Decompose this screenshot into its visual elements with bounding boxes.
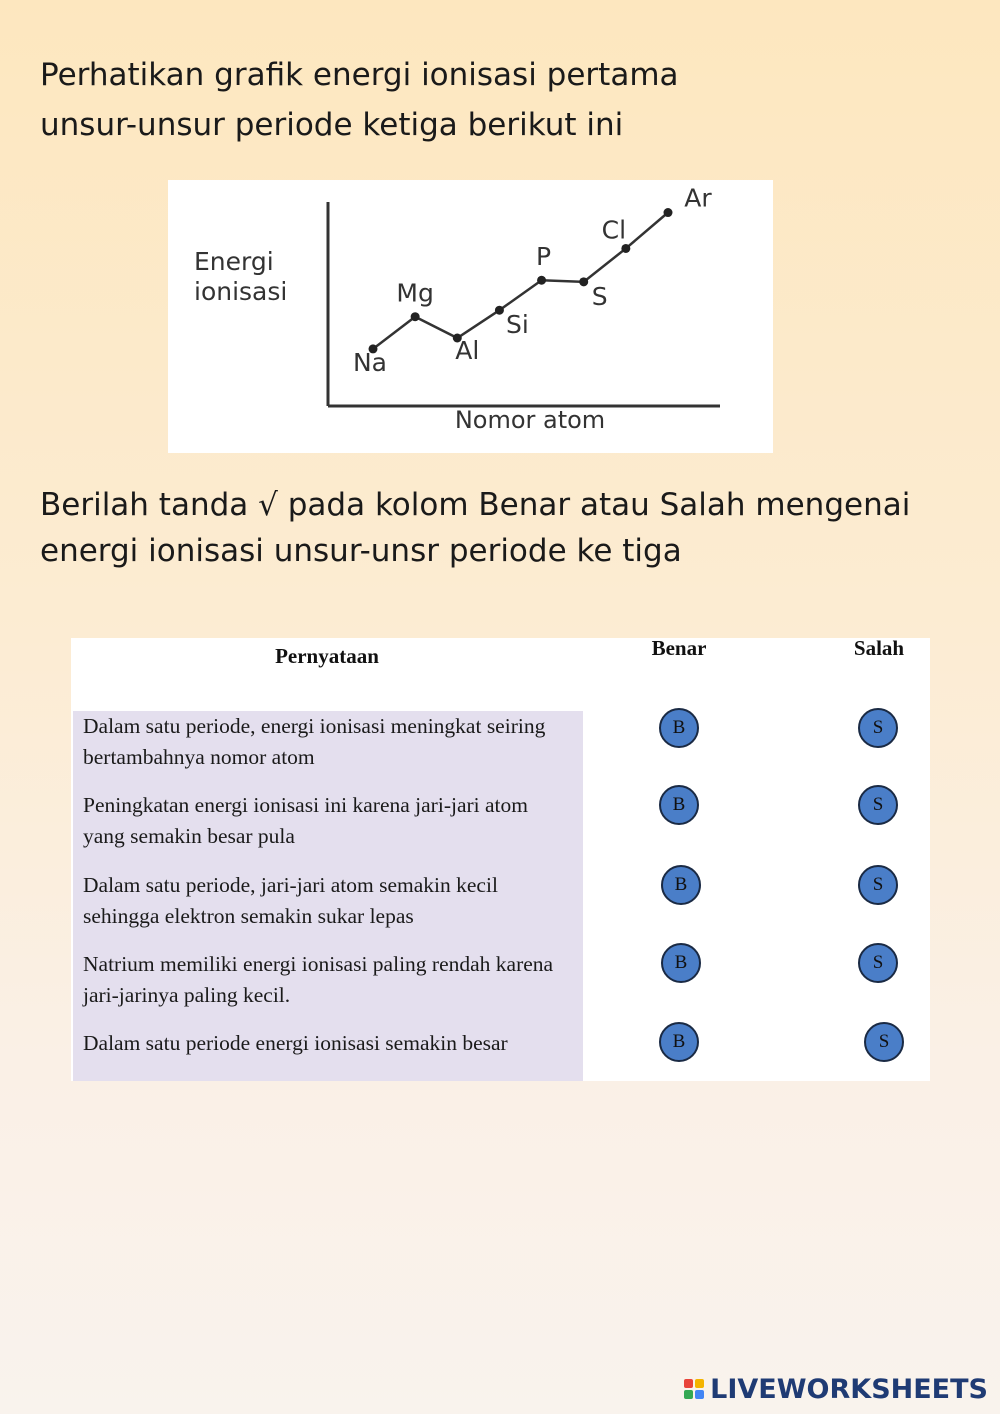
x-axis-label: Nomor atom	[454, 406, 606, 434]
option-true-5[interactable]: B	[659, 1022, 699, 1062]
data-point-ar	[664, 208, 673, 217]
statement-5: Dalam satu periode energi ionisasi semakin besar	[83, 1031, 508, 1055]
option-false-5[interactable]: S	[864, 1022, 904, 1062]
header-statement: Pernyataan	[275, 644, 379, 668]
task-instruction: Berilah tanda √ pada kolom Benar atau Salah mengenai energi ionisasi unsur-unsr periode ke tiga	[40, 487, 911, 569]
true-false-table	[71, 638, 930, 1081]
ionization-energy-chart	[168, 180, 773, 453]
option-true-4[interactable]: B	[661, 943, 701, 983]
y-axis-label: ionisasi	[194, 277, 288, 306]
data-point-si	[495, 306, 504, 315]
data-label-p: P	[536, 242, 552, 272]
data-label-cl: Cl	[601, 215, 627, 245]
logo-square-1	[684, 1379, 693, 1388]
logo-text: LIVEWORKSHEETS	[710, 1373, 988, 1405]
data-point-mg	[411, 312, 420, 321]
data-label-al: Al	[455, 336, 480, 366]
logo-mark-icon	[684, 1379, 704, 1399]
option-false-4[interactable]: S	[858, 943, 898, 983]
data-label-ar: Ar	[684, 183, 712, 213]
y-axis-label: Energi	[194, 247, 274, 276]
data-point-s	[579, 277, 588, 286]
statement-2: Peningkatan energi ionisasi ini karena jari-jari atom yang semakin besar pula	[83, 793, 528, 848]
option-false-2[interactable]: S	[858, 785, 898, 825]
statement-4: Natrium memiliki energi ionisasi paling rendah karena jari-jarinya paling kecil.	[83, 952, 554, 1007]
header-false: Salah	[853, 636, 905, 660]
chart-svg	[168, 180, 773, 453]
option-false-3[interactable]: S	[858, 865, 898, 905]
data-point-p	[537, 276, 546, 285]
logo-square-2	[695, 1379, 704, 1388]
option-true-3[interactable]: B	[661, 865, 701, 905]
data-point-cl	[621, 244, 630, 253]
data-label-mg: Mg	[396, 278, 434, 308]
statement-1: Dalam satu periode, energi ionisasi meningkat seiring bertambahnya nomor atom	[83, 714, 546, 769]
logo-square-3	[684, 1390, 693, 1399]
liveworksheets-logo	[684, 1372, 988, 1406]
data-label-na: Na	[352, 347, 388, 377]
logo-square-4	[695, 1390, 704, 1399]
statement-3: Dalam satu periode, jari-jari atom semakin kecil sehingga elektron semakin sukar lepas	[83, 873, 498, 928]
option-true-1[interactable]: B	[659, 708, 699, 748]
data-label-s: S	[591, 281, 608, 311]
option-false-1[interactable]: S	[858, 708, 898, 748]
option-true-2[interactable]: B	[659, 785, 699, 825]
instruction-heading: Perhatikan grafik energi ionisasi pertama unsur-unsur periode ketiga berikut ini	[40, 57, 679, 143]
data-label-si: Si	[506, 310, 529, 340]
header-true: Benar	[651, 636, 707, 660]
